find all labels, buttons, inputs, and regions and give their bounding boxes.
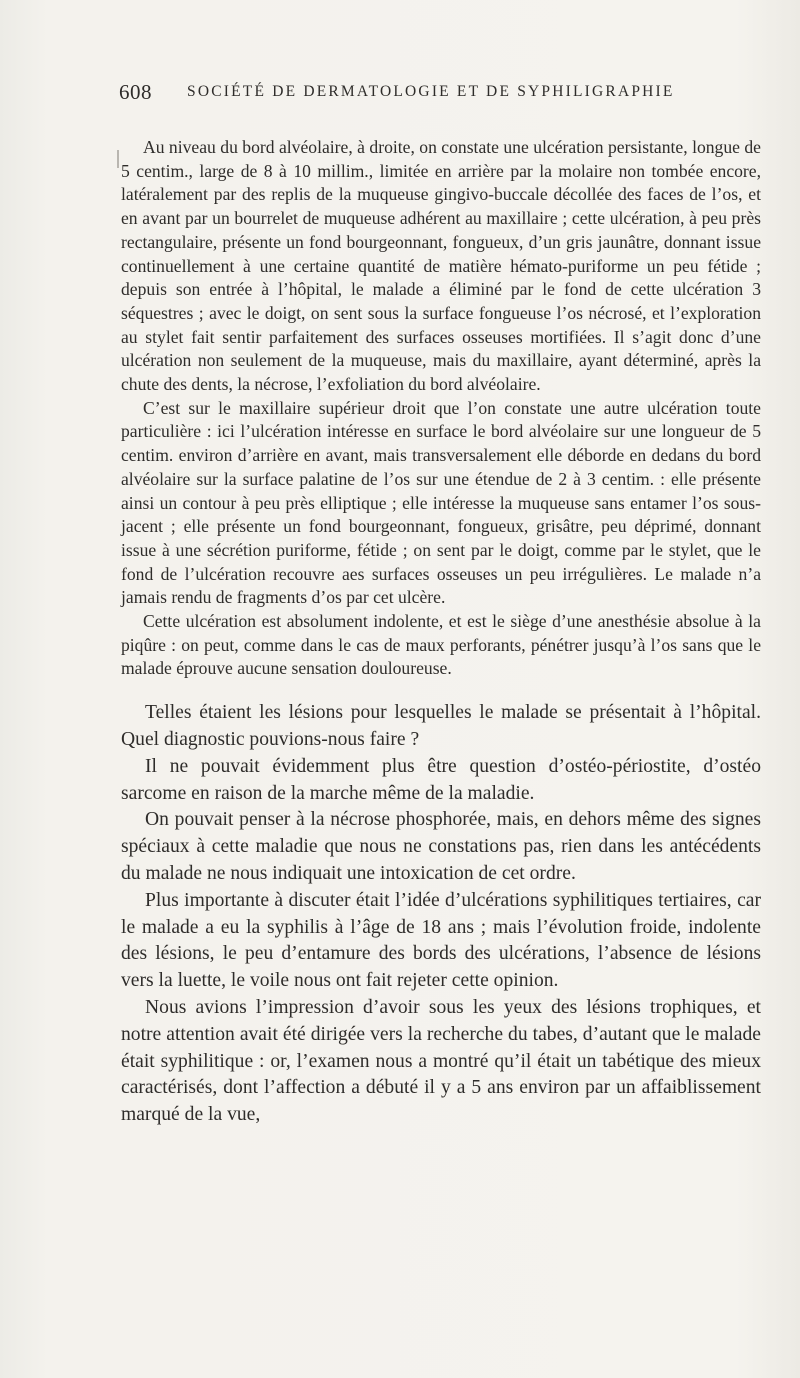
journal-title: SOCIÉTÉ DE DERMATOLOGIE ET DE SYPHILIGRAPHIE bbox=[187, 83, 675, 100]
paragraph: Telles étaient les lésions pour lesquelles le malade se présentait à l’hôpital. Quel diagnostic pouvions-nous faire ? bbox=[121, 702, 761, 750]
running-head bbox=[119, 80, 759, 110]
page-number: 608 bbox=[119, 80, 152, 104]
paragraph: Au niveau du bord alvéolaire, à droite, on constate une ulcération persistante, longue de 5 centim., large de 8 à 10 millim., limitée en arrière par la molaire non tombée encore, latéralement par des replis de la muqueuse gingivo-buccale décollée des faces de l’os, et en avant par un bourrelet de muqueuse adhérent au maxillaire ; cette ulcération, à peu près rectangulaire, présente un fond bourgeonnant, fongueux, d’un gris jaunâtre, donnant issue continuellement à une certaine quantité de matière hémato-puriforme un peu fétide ; depuis son entrée à l’hôpital, le malade a éliminé par le fond de cette ulcération 3 séquestres ; avec le doigt, on sent sous la surface fongueuse l’os nécrosé, et l’exploration au stylet fait sentir parfaitement des surfaces osseuses mortifiées. Il s’agit donc d’une ulcération non seulement de la muqueuse, mais du maxillaire, ayant déterminé, après la chute des dents, la nécrose, l’exfoliation du bord alvéolaire. bbox=[121, 137, 761, 395]
discussion bbox=[121, 700, 761, 1129]
case-description bbox=[121, 136, 761, 681]
paragraph: Cette ulcération est absolument indolente, et est le siège d’une anesthésie absolue à la piqûre : on peut, comme dans le cas de maux perforants, pénétrer jusqu’à l’os sans que le malade éprouve aucune sensation douloureuse. bbox=[121, 611, 761, 679]
paragraph: Il ne pouvait évidemment plus être question d’ostéo-périostite, d’ostéo sarcome en raison de la marche même de la maladie. bbox=[121, 755, 761, 804]
margin-mark bbox=[117, 150, 119, 168]
paragraph: On pouvait penser à la nécrose phosphorée, mais, en dehors même des signes spéciaux à cette maladie que nous ne constations pas, rien dans les antécédents du malade ne nous indiquait une intoxication de cet ordre. bbox=[121, 809, 761, 884]
paragraph: Plus importante à discuter était l’idée d’ulcérations syphilitiques tertiaires, car le malade a eu la syphilis à l’âge de 18 ans ; mais l’évolution froide, indolente des lésions, le peu d’entamure des bords des ulcérations, l’absence de lésions vers la luette, le voile nous ont fait rejeter cette opinion. bbox=[121, 889, 761, 992]
body-text bbox=[121, 136, 761, 1129]
paragraph: C’est sur le maxillaire supérieur droit que l’on constate une autre ulcération toute particulière : ici l’ulcération intéresse en surface le bord alvéolaire sur une longueur de 5 centim. environ d’arrière en avant, mais transversalement elle déborde en dedans du bord alvéolaire sur la surface palatine de l’os sur une étendue de 2 à 3 centim. : elle présente ainsi un contour à peu près elliptique ; elle intéresse la muqueuse sans entamer l’os sous-jacent ; elle présente un fond bourgeonnant, fongueux, grisâtre, peu déprimé, donnant issue à une sécrétion puriforme, fétide ; on sent par le doigt, comme par le stylet, que le fond de l’ulcération recouvre aes surfaces osseuses un peu irrégulières. Le malade n’a jamais rendu de fragments d’os par cet ulcère. bbox=[121, 397, 761, 608]
paragraph: Nous avions l’impression d’avoir sous les yeux des lésions trophiques, et notre attention avait été dirigée vers la recherche du tabes, d’autant que le malade était syphilitique : or, l’examen nous a montré qu’il était un tabétique des mieux caractérisés, dont l’affection a débuté il y a 5 ans environ par un affaiblissement marqué de la vue, bbox=[121, 996, 761, 1126]
